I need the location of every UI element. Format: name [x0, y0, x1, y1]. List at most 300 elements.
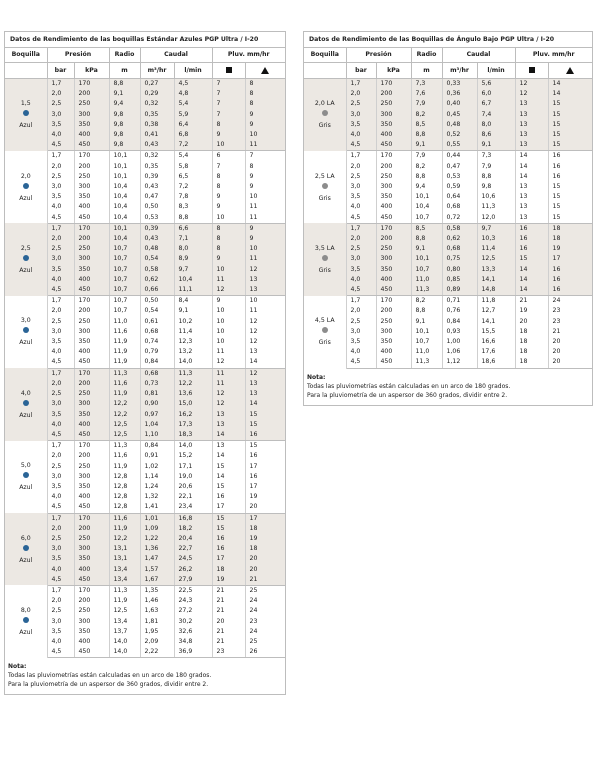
table-cell: 4,5	[346, 357, 376, 368]
table-cell: 200	[74, 451, 109, 461]
table-cell: 16	[552, 172, 561, 180]
table-cell: 15	[212, 482, 245, 492]
table-cell: 8,8	[174, 213, 212, 224]
table-cell: 11,9	[109, 357, 140, 368]
table-cell: 13	[245, 275, 285, 285]
nozzle-color: Azul	[19, 556, 33, 564]
table-row	[304, 275, 592, 285]
table-row	[5, 285, 285, 296]
table-cell: 250	[74, 99, 109, 109]
table-cell: 34,8	[174, 637, 212, 647]
table-cell: 15	[212, 513, 245, 524]
table-cell: 16	[212, 534, 245, 544]
table-cell: 14	[212, 430, 245, 441]
col-precip: Pluv. mm/hr	[515, 48, 592, 63]
table-cell: 13,6	[174, 389, 212, 399]
table-cell: 8,2	[411, 162, 442, 172]
table-cell: 0,76	[442, 306, 477, 316]
table-cell: 30,2	[174, 617, 212, 627]
table-cell: 18	[548, 223, 592, 234]
table-cell: 0,43	[140, 140, 174, 151]
table-cell: 0,55	[442, 140, 477, 151]
table-cell: 170	[74, 441, 109, 452]
table-cell: 16	[552, 162, 561, 170]
table-cell: 16,6	[477, 337, 515, 347]
nozzle-cell	[304, 296, 346, 368]
table-row	[5, 192, 285, 202]
table-cell: 10,4	[109, 213, 140, 224]
table-cell: 10,4	[109, 182, 140, 192]
table-cell: 19	[212, 575, 245, 586]
table-cell: 10,1	[411, 192, 442, 202]
col-flow: Caudal	[442, 48, 515, 63]
table-cell: 0,61	[140, 317, 174, 327]
table-cell: 4,5	[346, 285, 376, 296]
table-cell: 400	[376, 275, 411, 285]
table-row	[5, 213, 285, 224]
table-row	[304, 79, 592, 90]
table-cell: 12,2	[109, 410, 140, 420]
table-cell: 15	[548, 213, 592, 224]
table-cell: 9	[212, 254, 245, 264]
table-cell: 8,5	[411, 120, 442, 130]
table-cell: 450	[74, 502, 109, 513]
table-cell: 24	[552, 297, 561, 305]
table-row	[5, 202, 285, 212]
table-cell: 18	[515, 357, 548, 368]
table-cell: 2,0	[346, 89, 376, 99]
table-cell: 12	[212, 389, 245, 399]
table-cell: 6,5	[174, 172, 212, 182]
table-cell: 14,0	[174, 357, 212, 368]
table-cell: 0,48	[140, 244, 174, 254]
table-cell: 3,0	[47, 254, 74, 264]
table-cell: 1,12	[442, 357, 477, 368]
table-cell: 8	[212, 172, 245, 182]
table-row	[5, 606, 285, 616]
table-cell: 8,8	[411, 172, 442, 182]
table-cell: 1,7	[346, 151, 376, 162]
table-cell: 7	[212, 99, 245, 109]
table-row	[5, 120, 285, 130]
table-cell: 1,63	[140, 606, 174, 616]
note-line: Todas las pluviometrías están calculadas en un arco de 180 grados.	[8, 672, 212, 680]
table-cell: 200	[74, 306, 109, 316]
table-cell: 5,8	[174, 162, 212, 172]
table-cell: 3,5	[346, 192, 376, 202]
table-cell: 20,6	[174, 482, 212, 492]
table-cell: 8,3	[174, 202, 212, 212]
table-cell: 4,5	[47, 430, 74, 441]
table-cell: 11	[245, 140, 285, 151]
nozzle-size: 6,0	[20, 534, 31, 542]
nozzle-color-dot-icon	[322, 255, 328, 261]
table-cell: 7	[212, 89, 245, 99]
table-cell: 8	[212, 182, 245, 192]
standard-nozzle-table	[4, 31, 286, 695]
low-angle-nozzle-table	[303, 31, 593, 406]
table-cell: 170	[376, 151, 411, 162]
table-cell: 400	[74, 420, 109, 430]
table-row	[304, 223, 592, 234]
table-cell: 1,57	[140, 565, 174, 575]
table-cell: 0,79	[140, 347, 174, 357]
table-cell: 1,7	[346, 79, 376, 90]
table-cell: 3,5	[47, 627, 74, 637]
table-cell: 350	[74, 410, 109, 420]
table-cell: 4,5	[47, 357, 74, 368]
table-cell: 0,54	[140, 254, 174, 264]
table-cell: 10,7	[109, 265, 140, 275]
table-cell: 300	[376, 110, 411, 120]
table-cell: 2,0	[346, 306, 376, 316]
table-cell: 14	[515, 172, 548, 182]
table-cell: 10,7	[411, 213, 442, 224]
nozzle-size: 4,0	[20, 389, 31, 397]
table-cell: 1,22	[140, 534, 174, 544]
table-cell: 10,7	[109, 275, 140, 285]
table-cell: 0,97	[140, 410, 174, 420]
table-row	[304, 99, 592, 109]
nozzle-color-dot-icon	[23, 472, 29, 478]
table-cell: 10,2	[174, 317, 212, 327]
table-cell: 25	[249, 586, 258, 594]
table-cell: 0,54	[140, 306, 174, 316]
table-cell: 10	[212, 317, 245, 327]
table-cell: 9	[245, 120, 285, 130]
table-cell: 1,01	[140, 513, 174, 524]
table-cell: 2,0	[346, 234, 376, 244]
table-row	[5, 451, 285, 461]
table-cell: 170	[74, 79, 109, 90]
table-cell: 200	[376, 306, 411, 316]
table-row	[304, 120, 592, 130]
table-cell: 0,53	[140, 213, 174, 224]
table-row	[304, 285, 592, 296]
table-cell: 9,8	[109, 120, 140, 130]
table-cell: 15	[212, 462, 245, 472]
table-cell: 2,5	[47, 462, 74, 472]
table-cell: 15	[548, 130, 592, 140]
table-cell: 23,4	[174, 502, 212, 513]
table-cell: 0,75	[442, 254, 477, 264]
table-cell: 200	[74, 162, 109, 172]
table-cell: 170	[376, 296, 411, 307]
table-cell: 300	[74, 110, 109, 120]
table-cell: 20	[245, 502, 285, 513]
table-cell: 10,4	[411, 202, 442, 212]
table-cell: 250	[74, 244, 109, 254]
table-row	[5, 554, 285, 564]
table-cell: 2,5	[346, 99, 376, 109]
table-cell: 14	[212, 451, 245, 461]
table-cell: 7,2	[174, 182, 212, 192]
table-cell: 5,4	[174, 151, 212, 162]
table-cell: 17,3	[174, 420, 212, 430]
table-cell: 250	[376, 172, 411, 182]
table-row	[5, 347, 285, 357]
table-cell: 7	[212, 162, 245, 172]
table-row	[5, 430, 285, 441]
table-cell: 3,5	[346, 265, 376, 275]
table-cell: 0,53	[442, 172, 477, 182]
table-cell: 9	[245, 110, 285, 120]
nozzle-color-dot-icon	[23, 183, 29, 189]
table-row	[5, 327, 285, 337]
nozzle-cell	[304, 223, 346, 295]
unit-kpa: kPa	[74, 63, 109, 79]
table-cell: 18	[515, 327, 548, 337]
table-cell: 12	[212, 399, 245, 409]
table-cell: 9	[212, 296, 245, 307]
table-cell: 0,85	[442, 275, 477, 285]
nozzle-color: Gris	[318, 267, 331, 275]
table-cell: 4,5	[174, 79, 212, 90]
table-cell: 18	[515, 347, 548, 357]
table-cell: 170	[74, 223, 109, 234]
table-cell: 2,5	[47, 244, 74, 254]
table-cell: 5,9	[174, 110, 212, 120]
table-row	[5, 637, 285, 647]
square-spacing-icon	[529, 67, 535, 73]
table-cell: 6,8	[174, 130, 212, 140]
table-cell: 2,0	[47, 162, 74, 172]
table-row	[5, 110, 285, 120]
table-cell: 0,81	[140, 389, 174, 399]
table-row	[304, 327, 592, 337]
table-cell: 200	[376, 89, 411, 99]
table-cell: 18,6	[477, 357, 515, 368]
table-cell: 2,5	[47, 534, 74, 544]
table-cell: 15	[552, 183, 561, 191]
table-cell: 2,5	[47, 389, 74, 399]
table-cell: 19	[249, 493, 258, 501]
table-cell: 12,8	[109, 492, 140, 502]
table-cell: 400	[74, 492, 109, 502]
table-cell: 450	[74, 575, 109, 586]
table-row	[5, 399, 285, 409]
table-cell: 9,4	[411, 182, 442, 192]
table-cell: 9,4	[109, 99, 140, 109]
table-cell: 10	[212, 327, 245, 337]
table-cell: 0,32	[140, 99, 174, 109]
table-cell: 6,0	[477, 89, 515, 99]
table-cell: 14	[515, 162, 548, 172]
table-cell: 3,5	[47, 120, 74, 130]
triangle-spacing-icon	[261, 67, 269, 74]
nozzle-color: Gris	[318, 194, 331, 202]
table-cell: 450	[376, 140, 411, 151]
table-cell: 350	[376, 337, 411, 347]
table-cell: 19	[548, 244, 592, 254]
table-cell: 11,4	[477, 244, 515, 254]
table-cell: 200	[376, 162, 411, 172]
table-cell: 10,4	[109, 234, 140, 244]
table-cell: 250	[74, 389, 109, 399]
table-row	[5, 410, 285, 420]
table-cell: 8	[212, 223, 245, 234]
table-cell: 1,09	[140, 524, 174, 534]
table-cell: 300	[74, 617, 109, 627]
note-title: Nota:	[307, 373, 326, 381]
table-cell: 18	[245, 544, 285, 554]
table-cell: 0,52	[442, 130, 477, 140]
table-cell: 13	[515, 192, 548, 202]
table-cell: 2,5	[346, 244, 376, 254]
table-cell: 24,3	[174, 596, 212, 606]
table-cell: 14,0	[109, 637, 140, 647]
table-cell: 450	[376, 285, 411, 296]
table-cell: 12,5	[477, 254, 515, 264]
table-cell: 17	[245, 513, 285, 524]
table-cell: 2,0	[346, 162, 376, 172]
table-cell: 0,48	[442, 120, 477, 130]
table-cell: 11,3	[411, 285, 442, 296]
table-cell: 250	[74, 606, 109, 616]
table-cell: 400	[74, 202, 109, 212]
nozzle-size: 2,0 LA	[314, 100, 335, 108]
nozzle-color: Azul	[19, 339, 33, 347]
table-cell: 12,2	[109, 399, 140, 409]
table-row	[5, 502, 285, 513]
nozzle-size: 2,5	[20, 245, 31, 253]
table-cell: 11,6	[109, 379, 140, 389]
table-cell: 10,1	[109, 162, 140, 172]
nozzle-color-dot-icon	[322, 183, 328, 189]
table-row	[304, 317, 592, 327]
table-row	[5, 182, 285, 192]
table-cell: 250	[376, 99, 411, 109]
nozzle-cell	[5, 223, 47, 295]
table-cell: 9,1	[109, 89, 140, 99]
table-cell: 3,0	[346, 327, 376, 337]
table-cell: 8,5	[411, 223, 442, 234]
table-cell: 12,7	[477, 306, 515, 316]
table-cell: 250	[74, 462, 109, 472]
table-row	[5, 223, 285, 234]
nozzle-size: 2,0	[20, 172, 31, 180]
data-grid	[5, 48, 285, 658]
table-cell: 20	[552, 338, 561, 346]
table-row	[5, 379, 285, 389]
table-cell: 12,8	[109, 482, 140, 492]
nozzle-size: 3,0	[20, 317, 31, 325]
table-cell: 11	[249, 203, 258, 211]
table-row	[5, 482, 285, 492]
table-cell: 21	[212, 606, 245, 616]
table-cell: 4,5	[346, 213, 376, 224]
table-cell: 27,2	[174, 606, 212, 616]
table-row	[304, 202, 592, 212]
table-cell: 11,9	[109, 389, 140, 399]
table-cell: 4,0	[346, 275, 376, 285]
table-cell: 300	[376, 327, 411, 337]
table-cell: 10,4	[174, 275, 212, 285]
table-cell: 4,0	[346, 347, 376, 357]
table-cell: 11,1	[174, 285, 212, 296]
table-cell: 13,1	[109, 554, 140, 564]
table-cell: 250	[376, 317, 411, 327]
nozzle-color: Azul	[19, 122, 33, 130]
nozzle-size: 1,5	[20, 100, 31, 108]
table-cell: 8	[212, 120, 245, 130]
table-cell: 9,8	[109, 140, 140, 151]
table-cell: 26,2	[174, 565, 212, 575]
table-cell: 0,89	[442, 285, 477, 296]
table-cell: 4,5	[47, 502, 74, 513]
col-nozzle: Boquilla	[304, 48, 346, 63]
table-cell: 14,8	[477, 285, 515, 296]
table-cell: 13	[515, 130, 548, 140]
table-cell: 0,58	[140, 265, 174, 275]
table-cell: 20	[515, 317, 548, 327]
table-cell: 450	[74, 140, 109, 151]
table-cell: 0,93	[442, 327, 477, 337]
table-cell: 9,1	[477, 140, 515, 151]
table-row	[5, 368, 285, 379]
table-cell: 15	[548, 140, 592, 151]
table-cell: 10,1	[109, 223, 140, 234]
table-cell: 14	[245, 357, 285, 368]
table-cell: 10,4	[109, 202, 140, 212]
table-cell: 2,0	[47, 379, 74, 389]
table-cell: 17	[212, 554, 245, 564]
table-cell: 13	[515, 140, 548, 151]
table-cell: 13,4	[109, 565, 140, 575]
table-cell: 16	[515, 234, 548, 244]
table-row	[304, 347, 592, 357]
table-cell: 8,8	[477, 172, 515, 182]
table-cell: 8,2	[411, 110, 442, 120]
table-cell: 0,29	[140, 89, 174, 99]
table-cell: 1,7	[47, 151, 74, 162]
table-cell: 11,3	[109, 585, 140, 596]
table-row	[5, 544, 285, 554]
unit-lmin: l/min	[174, 63, 212, 79]
table-cell: 12,5	[109, 606, 140, 616]
table-cell: 15	[548, 120, 592, 130]
table-cell: 8,8	[411, 130, 442, 140]
table-cell: 17,6	[477, 347, 515, 357]
table-cell: 13	[245, 389, 285, 399]
table-cell: 14	[515, 285, 548, 296]
table-cell: 12	[212, 285, 245, 296]
table-cell: 10	[249, 193, 258, 201]
table-cell: 13	[515, 182, 548, 192]
table-row	[5, 140, 285, 151]
table-cell: 19	[515, 306, 548, 316]
table-cell: 350	[74, 627, 109, 637]
table-cell: 10,7	[109, 306, 140, 316]
table-cell: 200	[74, 89, 109, 99]
nozzle-size: 2,5 LA	[314, 172, 335, 180]
table-cell: 9,8	[109, 130, 140, 140]
table-cell: 20	[245, 565, 285, 575]
table-cell: 14	[515, 275, 548, 285]
table-cell: 15	[212, 524, 245, 534]
table-cell: 0,47	[140, 192, 174, 202]
table-cell: 0,72	[442, 213, 477, 224]
table-cell: 11	[245, 254, 285, 264]
table-cell: 7	[212, 79, 245, 90]
table-cell: 11,9	[109, 347, 140, 357]
table-cell: 4,0	[47, 492, 74, 502]
col-radius: Radio	[411, 48, 442, 63]
table-cell: 11,0	[411, 347, 442, 357]
table-row	[5, 265, 285, 275]
table-cell: 16	[548, 285, 592, 296]
table-row	[5, 462, 285, 472]
